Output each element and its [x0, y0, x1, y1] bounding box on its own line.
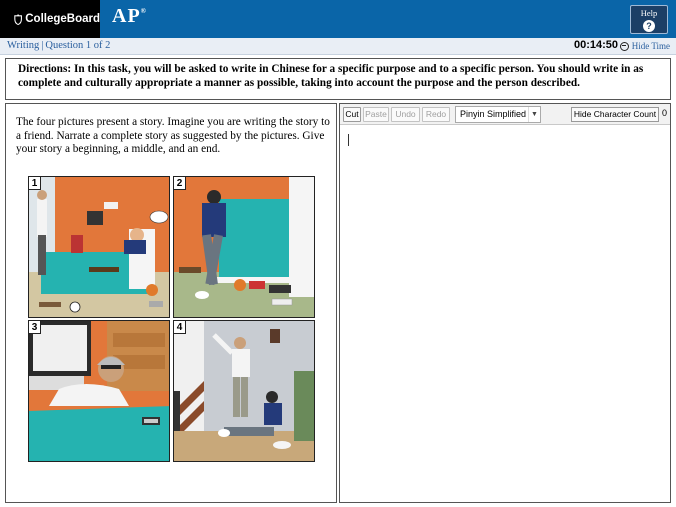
breadcrumb: Writing | Question 1 of 2	[7, 40, 111, 51]
editor-toolbar	[340, 104, 670, 125]
character-count: 0	[662, 108, 668, 118]
picture-number: 4	[174, 321, 186, 334]
input-method-select[interactable]	[455, 106, 541, 123]
stimulus-panel	[5, 103, 337, 503]
response-panel	[339, 103, 671, 503]
chevron-down-icon[interactable]: ▼	[528, 107, 540, 122]
text-cursor	[348, 134, 349, 146]
parent-scolding-illustration	[174, 321, 315, 462]
story-picture-4	[173, 320, 315, 462]
hide-character-count-button[interactable]: Hide Character Count	[571, 107, 659, 122]
prompt-text: The four pictures present a story. Imagine you are writing the story to a friend. Narrate a complete story as suggested by the pictures. Give your story a beginning, a middle, and an end.	[16, 116, 330, 155]
top-header	[0, 0, 676, 38]
picture-number: 2	[174, 177, 186, 190]
redo-button[interactable]: Redo	[422, 107, 450, 122]
picture-number: 3	[29, 321, 41, 334]
story-picture-1	[28, 176, 170, 318]
cut-button[interactable]: Cut	[343, 107, 361, 122]
breadcrumb-section[interactable]: Writing	[7, 40, 40, 51]
collegeboard-logo	[0, 0, 100, 38]
undo-button[interactable]: Undo	[391, 107, 420, 122]
bedroom-mess-illustration	[29, 177, 170, 318]
response-editor[interactable]	[340, 126, 670, 502]
help-button[interactable]	[630, 5, 668, 34]
status-bar	[0, 38, 676, 55]
picture-number: 1	[29, 177, 41, 190]
brand-text: CollegeBoard	[25, 13, 100, 25]
breadcrumb-question: Question 1 of 2	[45, 40, 111, 51]
hide-time-button[interactable]	[620, 41, 670, 51]
help-label: Help	[640, 8, 658, 18]
acorn-icon	[14, 13, 22, 26]
question-icon: ?	[643, 20, 655, 32]
story-picture-3	[28, 320, 170, 462]
clock-icon	[620, 42, 629, 51]
boy-walking-illustration	[174, 177, 315, 318]
hide-time-label: Hide Time	[631, 41, 670, 51]
parent-finding-phone-illustration	[29, 321, 170, 462]
countdown-timer: 00:14:50	[573, 39, 618, 51]
input-method-value: Pinyin Simplified	[460, 109, 527, 119]
ap-logo: AP®	[112, 5, 147, 27]
directions-box: Directions: In this task, you will be asked to write in Chinese for a specific purpose and to a specific person. You should write in as complete and culturally appropriate a manner as possible, taking into account the purpose and the person described.	[5, 58, 671, 100]
story-picture-2	[173, 176, 315, 318]
paste-button[interactable]: Paste	[363, 107, 389, 122]
